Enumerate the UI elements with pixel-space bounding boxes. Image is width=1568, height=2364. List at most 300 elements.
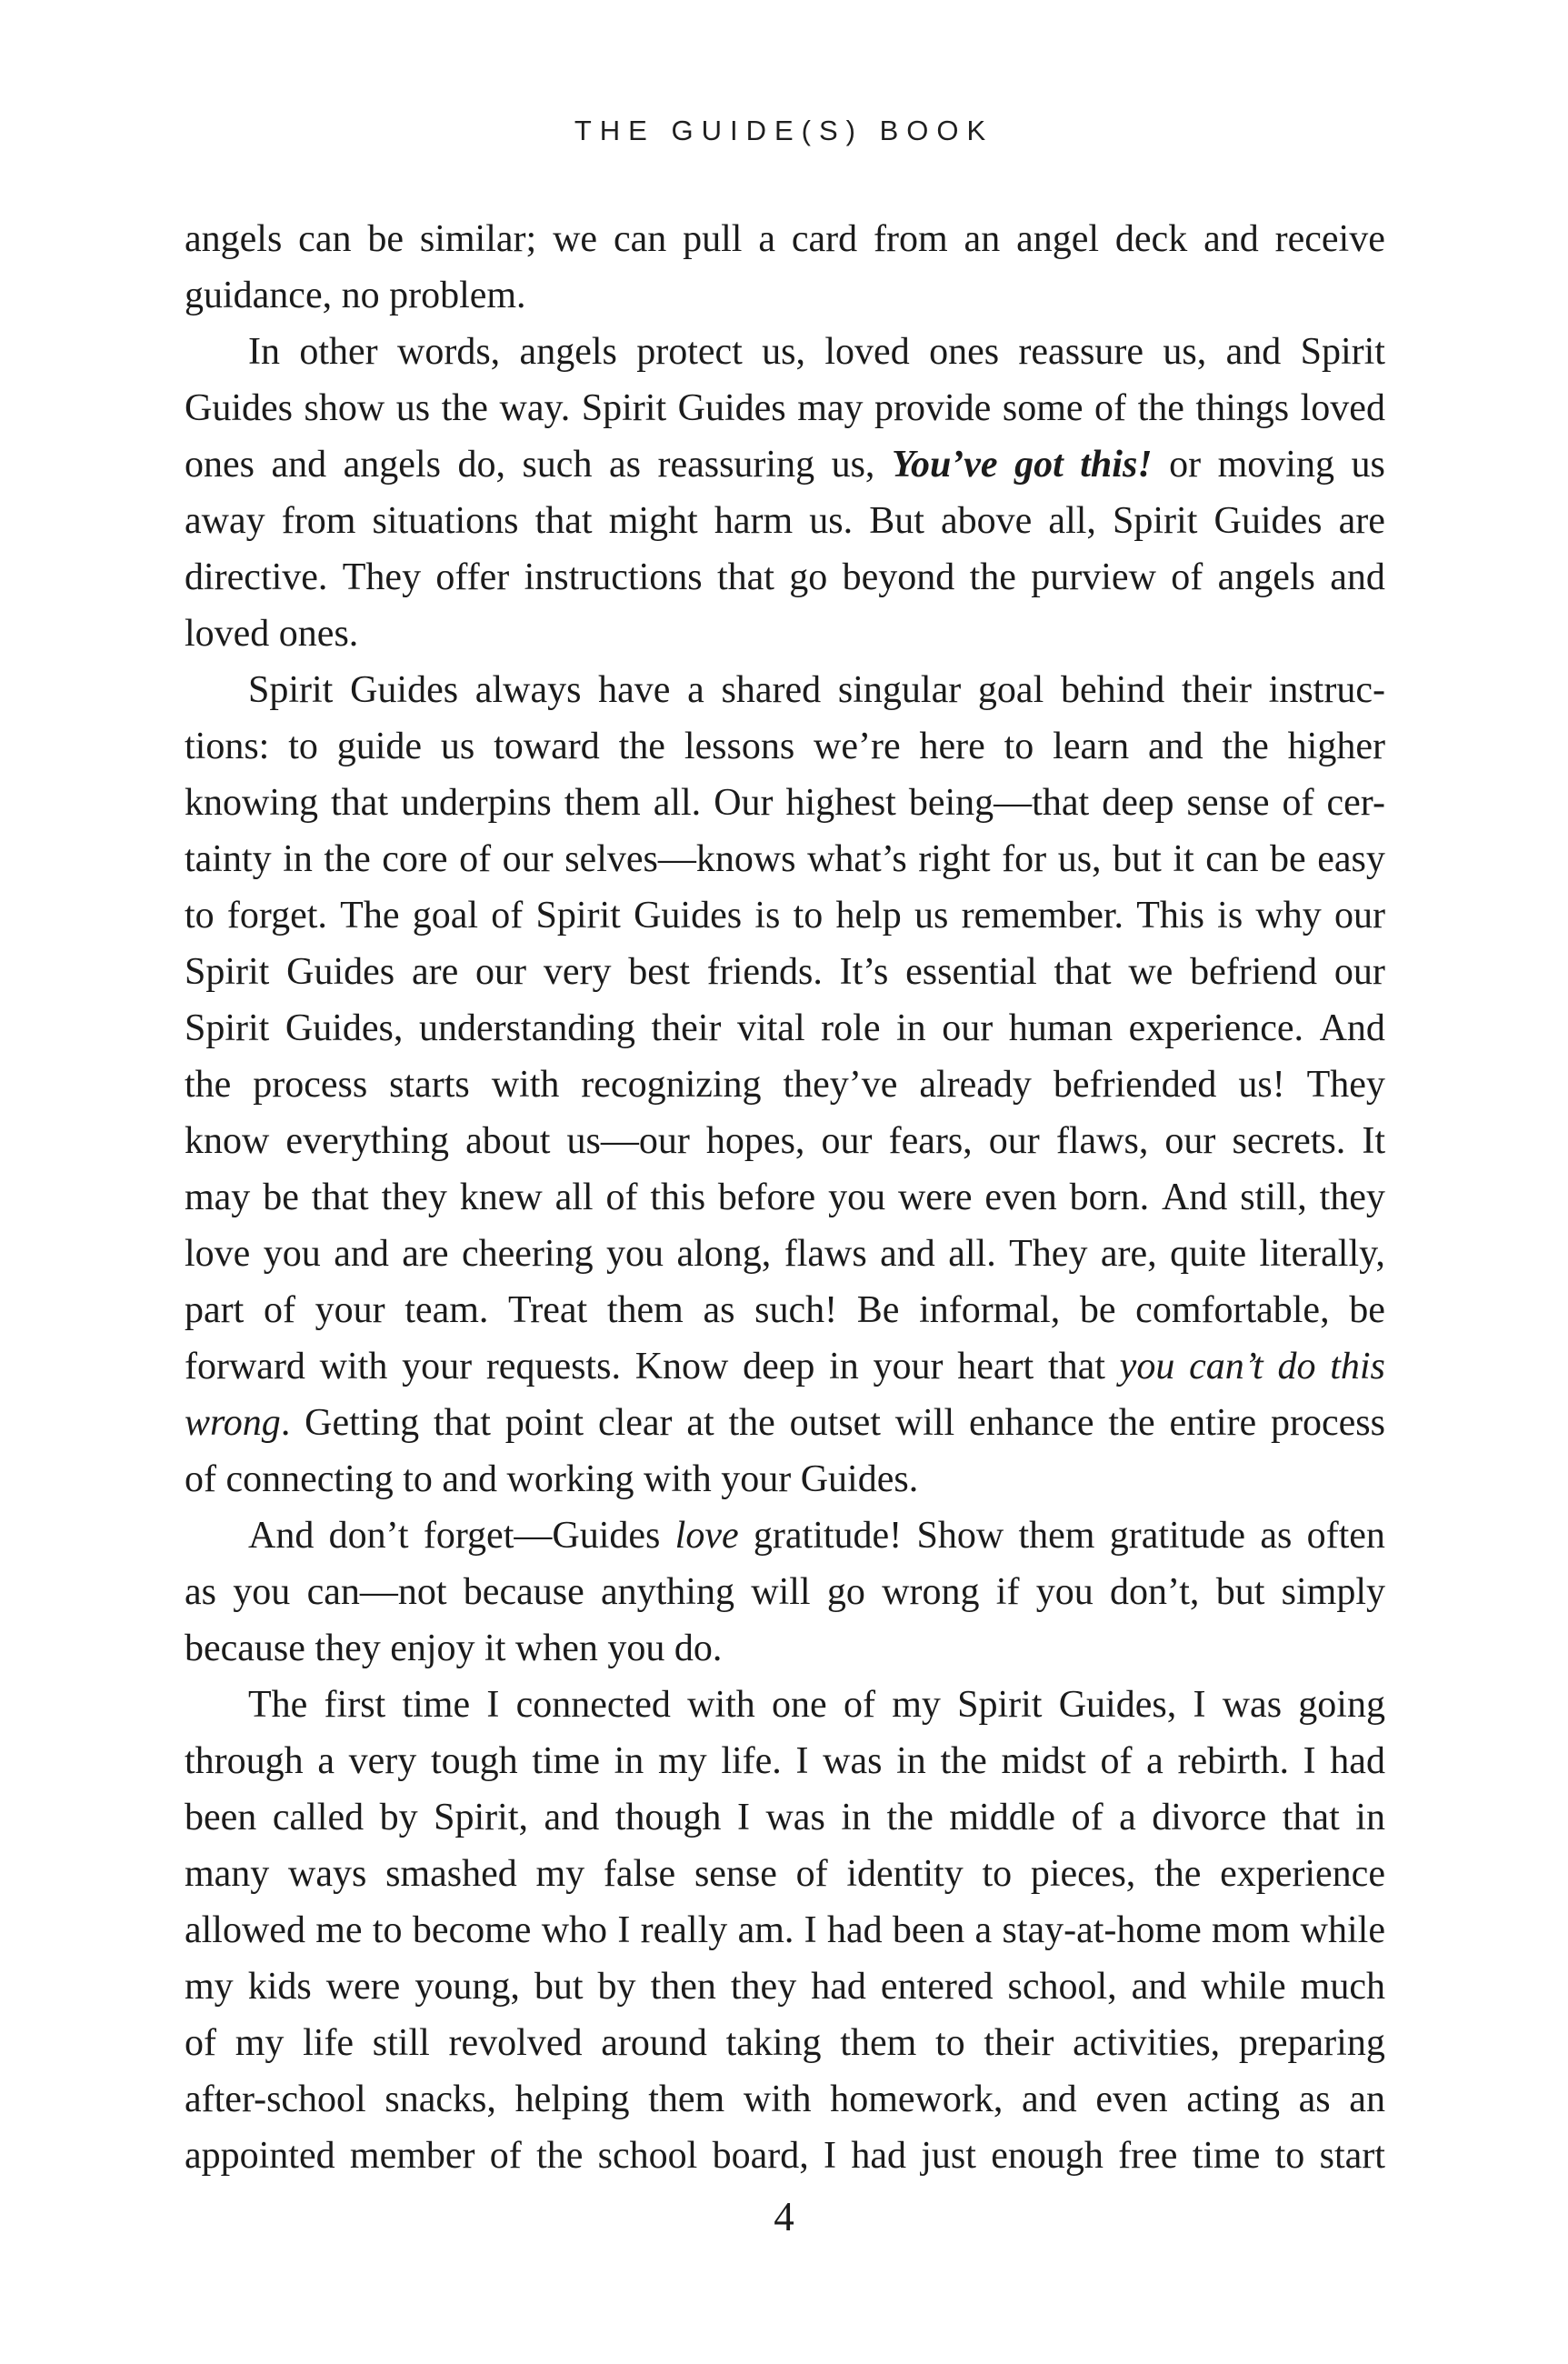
text-run: them: [564, 782, 641, 824]
text-run: are: [1338, 500, 1385, 542]
text-run: helping: [514, 2079, 630, 2120]
text-line: [185, 2128, 1385, 2184]
text-run: we’re: [814, 726, 901, 767]
text-run: sense: [1186, 782, 1270, 824]
text-run: goal: [412, 895, 479, 937]
text-run: love: [185, 1233, 251, 1275]
text-run: team.: [404, 1289, 489, 1331]
text-run: to: [185, 895, 215, 937]
text-run: Spirit: [248, 669, 334, 711]
text-run: Getting: [305, 1402, 420, 1444]
text-run: life: [303, 2022, 355, 2064]
text-run: don’t,: [1110, 1571, 1200, 1613]
text-line: [185, 1282, 1385, 1338]
text-run: experience.: [1128, 1007, 1304, 1049]
text-run: It: [1362, 1120, 1385, 1162]
text-run: Spirit: [1300, 331, 1385, 373]
text-run: the: [441, 387, 488, 429]
text-run: can—not: [306, 1571, 447, 1613]
text-run: kids: [247, 1966, 312, 2008]
text-run: I: [736, 1797, 750, 1838]
text-line: [185, 775, 1385, 831]
text-run: don’t: [328, 1515, 409, 1557]
text-run: be: [1079, 1289, 1116, 1331]
text-run: reassure: [1018, 331, 1144, 373]
text-run: ones: [185, 444, 255, 486]
text-run: It’s: [839, 951, 889, 993]
text-run: be: [367, 218, 404, 260]
paragraph: [185, 1677, 1385, 2184]
text-line: [185, 1113, 1385, 1169]
text-run: of: [489, 2135, 522, 2177]
text-run: an: [964, 218, 1001, 260]
text-run: friends.: [706, 951, 823, 993]
text-run: some: [1002, 387, 1084, 429]
text-run: my: [535, 1853, 585, 1895]
text-run: the: [1108, 1402, 1155, 1444]
text-run: I: [1303, 1740, 1316, 1782]
text-line: [185, 1564, 1385, 1620]
text-run: become: [412, 1909, 532, 1951]
text-run: time: [1192, 2135, 1261, 2177]
text-run: words,: [397, 331, 501, 373]
text-run: clear: [597, 1402, 673, 1444]
text-run: beyond: [842, 556, 955, 598]
paragraph: [185, 662, 1385, 1508]
text-run: flaws: [784, 1233, 867, 1275]
text-line: [185, 2071, 1385, 2128]
text-run: They: [1009, 1233, 1088, 1275]
text-run: going: [1298, 1684, 1385, 1726]
text-run: Spirit: [1113, 500, 1198, 542]
text-run: Spirit: [535, 895, 621, 937]
text-run: This: [1136, 895, 1204, 937]
text-run: And: [248, 1515, 315, 1557]
text-line: [185, 1508, 1385, 1564]
text-run: Guides: [350, 669, 459, 711]
text-run: moving: [1217, 444, 1334, 486]
text-line: [185, 606, 1385, 662]
text-line: [185, 718, 1385, 775]
text-run: lessons: [684, 726, 795, 767]
text-run: board,: [712, 2135, 809, 2177]
text-run: go: [789, 556, 828, 598]
text-line: [185, 267, 1385, 324]
text-run: they’ve: [783, 1064, 898, 1106]
text-run: my: [235, 2022, 285, 2064]
text-run: befriend: [1190, 951, 1318, 993]
text-run: around: [601, 2022, 707, 2064]
text-run: as: [703, 1289, 735, 1331]
text-run: that: [1054, 951, 1112, 993]
text-run: my: [185, 1966, 234, 2008]
text-run: our: [1333, 951, 1385, 993]
text-run: literally,: [1259, 1233, 1385, 1275]
text-line: [185, 831, 1385, 887]
text-run: ways: [288, 1853, 367, 1895]
text-run: Guides: [1213, 500, 1323, 542]
text-run: while: [1300, 1909, 1385, 1951]
text-run: you: [233, 1571, 291, 1613]
text-run: a: [317, 1740, 335, 1782]
text-run: loved ones.: [185, 613, 359, 655]
text-line: [185, 1057, 1385, 1113]
text-run: such: [522, 444, 593, 486]
text-run: human: [1008, 1007, 1114, 1049]
body-text: [185, 211, 1385, 2184]
text-run: activities,: [1073, 2022, 1221, 2064]
text-run: recognizing: [581, 1064, 762, 1106]
text-run: it: [1173, 838, 1194, 880]
text-run: have: [598, 669, 671, 711]
text-run: role: [821, 1007, 881, 1049]
text-run: and: [1330, 556, 1385, 598]
text-run: starts: [389, 1064, 470, 1106]
text-run: in: [614, 1740, 644, 1782]
text-run: purview: [1031, 556, 1156, 598]
text-run: be: [263, 1177, 299, 1218]
text-run: and: [1225, 331, 1282, 373]
text-run: point: [504, 1402, 584, 1444]
text-run: show: [304, 387, 385, 429]
text-run: our: [502, 838, 554, 880]
text-run: were: [325, 1966, 401, 2008]
text-run: Guides: [677, 387, 786, 429]
text-run: by: [379, 1797, 418, 1838]
text-run: that: [1047, 1346, 1105, 1387]
text-run: I: [824, 2135, 837, 2177]
text-run: from: [281, 500, 356, 542]
text-run: them: [840, 2022, 917, 2064]
text-run: forget—Guides: [423, 1515, 661, 1557]
text-run: and: [880, 1233, 935, 1275]
text-run: our: [475, 951, 527, 993]
text-run: similar;: [419, 218, 537, 260]
text-run: angels: [343, 444, 441, 486]
text-run: been: [892, 1909, 965, 1951]
text-run: and: [1022, 2079, 1077, 2120]
text-run: often: [1306, 1515, 1385, 1557]
text-run: knowing: [185, 782, 318, 824]
text-run: directive.: [185, 556, 328, 598]
text-run: a: [1119, 1797, 1136, 1838]
text-line: [185, 324, 1385, 380]
text-run: born.: [1069, 1177, 1150, 1218]
text-run: here: [919, 726, 985, 767]
text-run: do: [1277, 1346, 1316, 1387]
text-run: other: [299, 331, 378, 373]
text-run: of: [1071, 1797, 1104, 1838]
text-run: the: [324, 838, 371, 880]
text-run: had: [1330, 1740, 1385, 1782]
text-run: much: [1300, 1966, 1385, 2008]
text-run: my: [892, 1684, 941, 1726]
text-run: Guides,: [285, 1007, 404, 1049]
text-run: And: [1161, 1177, 1228, 1218]
text-line: [185, 1789, 1385, 1846]
text-run: pull: [683, 218, 743, 260]
text-run: Treat: [508, 1289, 588, 1331]
text-run: the: [1154, 1853, 1202, 1895]
text-run: life.: [721, 1740, 782, 1782]
text-run: smashed: [385, 1853, 517, 1895]
text-run: had: [811, 1966, 866, 2008]
text-run: what’s: [807, 838, 907, 880]
text-run: a: [974, 1909, 993, 1951]
text-run: everything: [285, 1120, 450, 1162]
text-run: underpins: [401, 782, 552, 824]
text-run: them: [1018, 1515, 1095, 1557]
text-run: learn: [1053, 726, 1130, 767]
text-run: receive: [1274, 218, 1385, 260]
text-run: goal: [977, 669, 1044, 711]
text-run: us!: [1238, 1064, 1285, 1106]
text-run: And: [1319, 1007, 1385, 1049]
text-run: guidance, no problem.: [185, 275, 526, 316]
paragraph: [185, 1508, 1385, 1677]
text-run: in: [841, 1797, 871, 1838]
text-run: and: [1147, 726, 1203, 767]
text-run: remember.: [961, 895, 1124, 937]
text-run: of: [795, 1853, 828, 1895]
text-run: can: [1205, 838, 1259, 880]
text-line: [185, 436, 1385, 493]
text-run: been: [185, 1797, 257, 1838]
text-run: know: [185, 1120, 270, 1162]
text-run: them: [606, 1289, 684, 1331]
text-run: are: [411, 951, 459, 993]
text-run: we: [1128, 951, 1174, 993]
text-run: can: [613, 218, 667, 260]
text-run: but: [1113, 838, 1162, 880]
text-run: I: [617, 1909, 631, 1951]
text-run: But: [869, 500, 924, 542]
text-run: a: [758, 218, 775, 260]
text-run: am.: [737, 1909, 794, 1951]
text-run: really: [640, 1909, 728, 1951]
text-run: Guides: [634, 895, 743, 937]
text-run: our: [942, 1007, 994, 1049]
text-run: because: [463, 1571, 584, 1613]
text-run: Spirit: [185, 951, 270, 993]
text-line: [185, 549, 1385, 606]
text-run: still,: [1240, 1177, 1307, 1218]
text-run: to: [288, 726, 318, 767]
text-run: secrets.: [1232, 1120, 1346, 1162]
text-run: us: [914, 895, 949, 937]
text-run: our: [1334, 895, 1385, 937]
text-run: got: [1014, 444, 1064, 486]
text-run: The: [340, 895, 400, 937]
text-run: us: [1351, 444, 1385, 486]
text-run: can’t: [1189, 1346, 1263, 1387]
text-run: part: [185, 1289, 245, 1331]
text-run: be: [1270, 838, 1306, 880]
text-run: Guides,: [1058, 1684, 1177, 1726]
text-run: selves—knows: [564, 838, 796, 880]
text-run: my: [657, 1740, 707, 1782]
text-run: with: [491, 1064, 560, 1106]
text-run: essential: [905, 951, 1037, 993]
text-run: tainty: [185, 838, 272, 880]
text-run: school,: [1007, 1966, 1117, 2008]
text-run: are: [402, 1233, 449, 1275]
text-run: such!: [754, 1289, 838, 1331]
text-run: the: [940, 1740, 987, 1782]
text-run: card: [791, 218, 858, 260]
text-run: heart: [957, 1346, 1034, 1387]
text-run: for: [1002, 838, 1047, 880]
text-run: pieces,: [1030, 1853, 1136, 1895]
text-run: all: [554, 1177, 594, 1218]
text-run: help: [835, 895, 902, 937]
text-line: [185, 1733, 1385, 1789]
text-run: of: [185, 2022, 216, 2064]
text-run: that: [534, 500, 593, 542]
text-run: offer: [435, 556, 510, 598]
running-head: THE GUIDE(S) BOOK: [574, 115, 994, 146]
text-run: us: [395, 387, 431, 429]
text-run: time: [402, 1684, 471, 1726]
text-run: just: [921, 2135, 976, 2177]
text-run: forward: [185, 1346, 305, 1387]
text-run: ones: [929, 331, 1000, 373]
text-run: I: [795, 1740, 809, 1782]
text-run: one: [772, 1684, 827, 1726]
text-run: all.: [948, 1233, 996, 1275]
text-run: as: [185, 1571, 216, 1613]
text-run: to: [982, 1853, 1013, 1895]
text-run: even: [1095, 2079, 1168, 2120]
text-run: Guides: [286, 951, 395, 993]
text-run: already: [919, 1064, 1032, 1106]
text-run: that: [1282, 1797, 1340, 1838]
text-run: us—our: [566, 1120, 690, 1162]
text-run: of: [459, 838, 492, 880]
text-run: in: [896, 1007, 926, 1049]
text-run: but: [534, 1966, 584, 2008]
text-run: instruc-: [1268, 669, 1385, 711]
text-run: forget.: [226, 895, 327, 937]
text-run: this: [650, 1177, 706, 1218]
text-run: guide: [336, 726, 423, 767]
text-run: your: [402, 1346, 473, 1387]
text-run: before: [717, 1177, 816, 1218]
text-run: enhance: [968, 1402, 1094, 1444]
text-run: the: [886, 1797, 934, 1838]
text-run: best: [628, 951, 690, 993]
text-run: the: [1137, 387, 1184, 429]
text-run: their: [1181, 669, 1252, 711]
text-run: cer-: [1326, 782, 1385, 824]
text-run: midst: [1001, 1740, 1086, 1782]
text-run: Guides: [185, 387, 293, 429]
text-run: our: [988, 1120, 1040, 1162]
text-run: us,: [762, 331, 806, 373]
text-run: after-school: [185, 2079, 366, 2120]
text-run: and: [334, 1233, 389, 1275]
text-run: befriended: [1053, 1064, 1217, 1106]
text-run: right: [918, 838, 991, 880]
text-run: tough: [430, 1740, 518, 1782]
text-run: enough: [991, 2135, 1104, 2177]
text-run: of: [1282, 782, 1314, 824]
text-run: to: [934, 2022, 965, 2064]
text-run: the: [728, 1402, 775, 1444]
text-run: to: [1274, 2135, 1305, 2177]
text-run: cheering: [462, 1233, 594, 1275]
text-run: deep: [743, 1346, 815, 1387]
page-number: 4: [774, 2194, 794, 2239]
text-run: tions:: [185, 726, 270, 767]
text-run: their: [984, 2022, 1054, 2064]
text-run: about: [465, 1120, 551, 1162]
text-run: appointed: [185, 2135, 335, 2177]
text-run: things: [1195, 387, 1290, 429]
text-run: that: [433, 1402, 491, 1444]
text-run: as: [608, 444, 641, 486]
text-run: that: [331, 782, 388, 824]
text-run: to: [372, 1909, 403, 1951]
text-run: then: [650, 1966, 716, 2008]
text-run: why: [1255, 895, 1322, 937]
text-run: had: [826, 1909, 883, 1951]
text-run: who: [541, 1909, 608, 1951]
text-run: loved: [1300, 387, 1385, 429]
text-run: many: [185, 1853, 270, 1895]
text-run: of: [263, 1289, 295, 1331]
text-run: by: [597, 1966, 636, 2008]
text-run: angels: [185, 218, 283, 260]
text-run: shared: [721, 669, 822, 711]
text-run: with: [319, 1346, 388, 1387]
text-run: while: [1201, 1966, 1286, 2008]
text-run: You’ve: [891, 444, 998, 486]
paragraph: [185, 324, 1385, 662]
text-run: wrong.: [185, 1402, 291, 1444]
text-run: deck: [1114, 218, 1188, 260]
text-run: that: [716, 556, 774, 598]
paragraph: [185, 211, 1385, 324]
text-line: [185, 380, 1385, 436]
text-run: being—that: [908, 782, 1090, 824]
text-run: in: [829, 1346, 859, 1387]
text-run: informal,: [919, 1289, 1061, 1331]
text-run: sense: [694, 1853, 777, 1895]
text-run: very: [543, 951, 612, 993]
text-run: of: [491, 895, 524, 937]
text-run: was: [1222, 1684, 1283, 1726]
text-run: of: [1100, 1740, 1133, 1782]
text-run: Spirit: [185, 1007, 270, 1049]
text-run: always: [474, 669, 582, 711]
text-run: from: [874, 218, 948, 260]
text-run: that: [311, 1177, 369, 1218]
text-run: middle: [949, 1797, 1056, 1838]
text-run: angel: [1016, 218, 1100, 260]
text-run: to: [793, 895, 824, 937]
text-run: the: [536, 2135, 584, 2177]
text-run: start: [1319, 2135, 1385, 2177]
text-run: though: [614, 1797, 722, 1838]
text-run: of: [605, 1177, 638, 1218]
text-run: outset: [789, 1402, 881, 1444]
text-run: if: [995, 1571, 1020, 1613]
text-run: their: [651, 1007, 722, 1049]
text-run: wrong: [882, 1571, 980, 1613]
text-run: of connecting to and working with your Guides.: [185, 1458, 919, 1500]
text-run: singular: [837, 669, 962, 711]
